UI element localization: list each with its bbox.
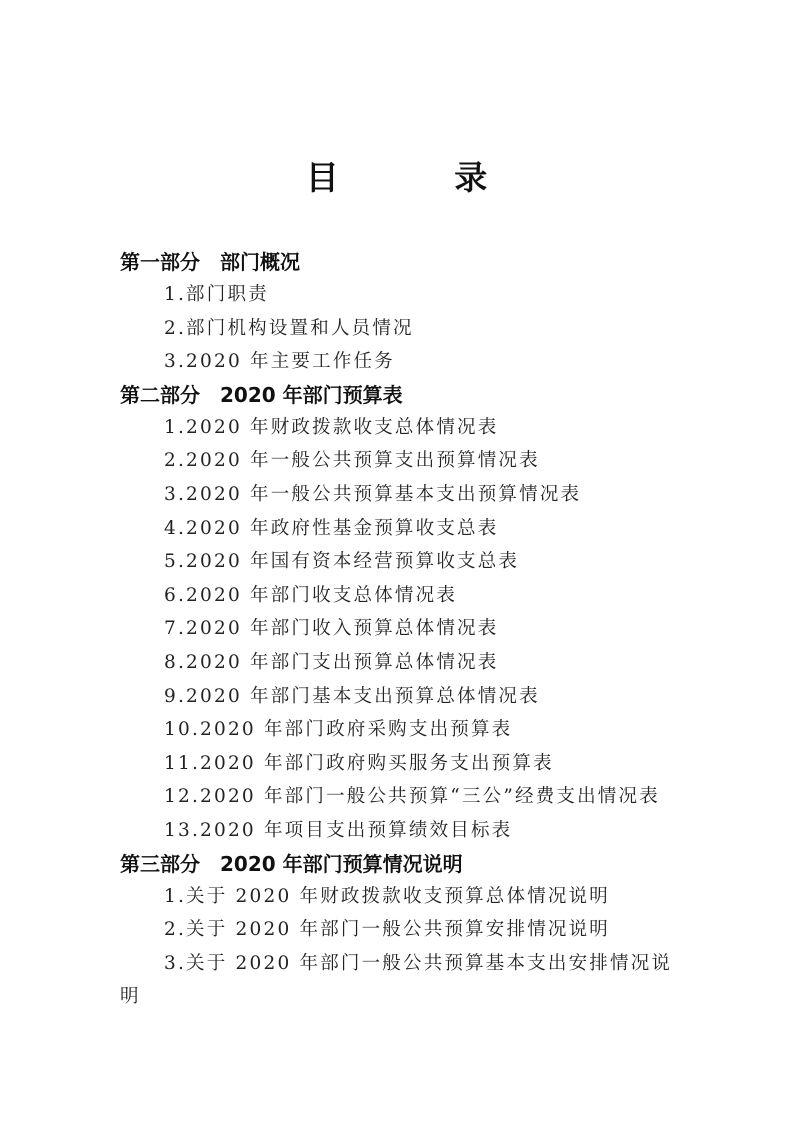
toc-item: 1.2020 年财政拨款收支总体情况表 bbox=[164, 416, 499, 438]
toc-item: 11.2020 年部门政府购买服务支出预算表 bbox=[164, 752, 554, 774]
toc-item: 2.部门机构设置和人员情况 bbox=[164, 317, 414, 339]
toc-item-wrapped bbox=[120, 947, 680, 1014]
toc-item: 6.2020 年部门收支总体情况表 bbox=[164, 584, 458, 606]
toc-item: 5.2020 年国有资本经营预算收支总表 bbox=[164, 551, 520, 573]
toc-item: 13.2020 年项目支出预算绩效目标表 bbox=[164, 819, 513, 841]
toc-item: 2.关于 2020 年部门一般公共预算安排情况说明 bbox=[164, 919, 610, 941]
toc-item: 8.2020 年部门支出预算总体情况表 bbox=[164, 651, 499, 673]
toc-item: 4.2020 年政府性基金预算收支总表 bbox=[164, 517, 499, 539]
toc-item-line-2: 明 bbox=[120, 986, 141, 1008]
toc-item: 3.2020 年一般公共预算基本支出预算情况表 bbox=[164, 483, 582, 505]
table-of-contents bbox=[120, 246, 680, 1014]
section-heading-part-2: 第二部分 2020 年部门预算表 bbox=[120, 382, 403, 407]
toc-item: 9.2020 年部门基本支出预算总体情况表 bbox=[164, 685, 540, 707]
toc-item: 1.部门职责 bbox=[164, 284, 269, 305]
toc-item: 10.2020 年部门政府采购支出预算表 bbox=[164, 719, 513, 741]
section-heading-part-3: 第三部分 2020 年部门预算情况说明 bbox=[120, 851, 463, 876]
toc-item: 12.2020 年部门一般公共预算“三公”经费支出情况表 bbox=[164, 786, 660, 808]
section-heading-part-1: 第一部分 部门概况 bbox=[120, 250, 300, 274]
toc-item: 3.2020 年主要工作任务 bbox=[164, 351, 395, 373]
toc-item: 2.2020 年一般公共预算支出预算情况表 bbox=[164, 450, 540, 472]
toc-item-line-1: 3.关于 2020 年部门一般公共预算基本支出安排情况说 bbox=[164, 952, 673, 974]
page-title: 目 录 bbox=[305, 158, 540, 197]
toc-item: 7.2020 年部门收入预算总体情况表 bbox=[164, 618, 499, 640]
toc-item: 1.关于 2020 年财政拨款收支预算总体情况说明 bbox=[164, 885, 610, 907]
